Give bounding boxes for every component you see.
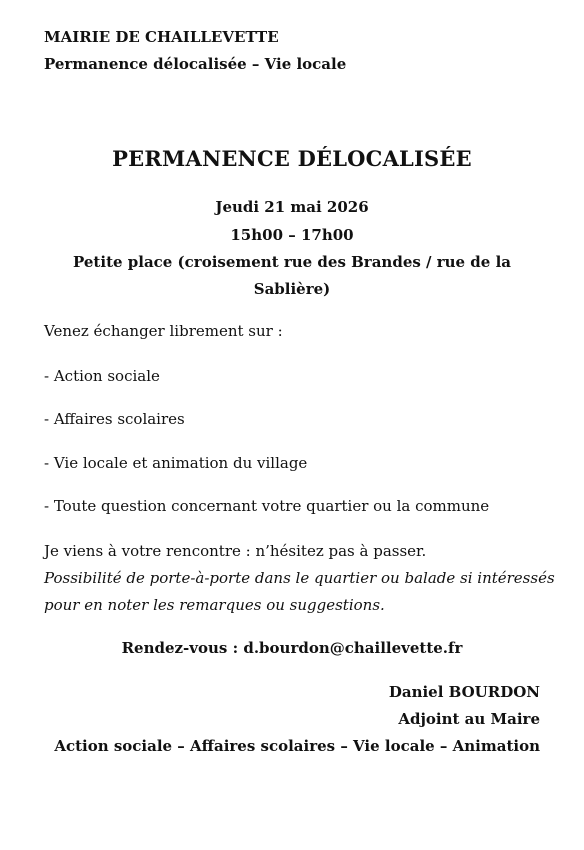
meeting-text: Je viens à votre rencontre : n’hésitez pas à passer.: [44, 542, 427, 560]
signature-name: Daniel BOURDON: [388, 683, 540, 701]
organization-name: MAIRIE DE CHAILLEVETTE: [44, 28, 279, 46]
event-time: 15h00 – 17h00: [230, 226, 354, 244]
topic-item: - Action sociale: [44, 367, 160, 385]
possibility-text-line2: pour en noter les remarques ou suggestions.: [44, 596, 385, 614]
signature-role: Adjoint au Maire: [398, 710, 540, 728]
topic-item: - Toute question concernant votre quartier ou la commune: [44, 497, 490, 515]
event-place-line2: Sablière): [253, 280, 331, 298]
header-subtitle: Permanence délocalisée – Vie locale: [44, 55, 347, 73]
topic-item: - Vie locale et animation du village: [44, 454, 308, 472]
page-title: PERMANENCE DÉLOCALISÉE: [112, 146, 472, 171]
topic-item: - Affaires scolaires: [44, 410, 185, 428]
event-place-line1: Petite place (croisement rue des Brandes / rue de la: [73, 253, 511, 271]
signature-portfolio: Action sociale – Affaires scolaires – Vie locale – Animation: [54, 737, 540, 755]
event-date: Jeudi 21 mai 2026: [215, 198, 369, 216]
possibility-text-line1: Possibilité de porte-à-porte dans le quartier ou balade si intéressés: [44, 569, 555, 587]
intro-text: Venez échanger librement sur :: [44, 322, 283, 340]
rendezvous-contact: Rendez-vous : d.bourdon@chaillevette.fr: [121, 639, 463, 657]
